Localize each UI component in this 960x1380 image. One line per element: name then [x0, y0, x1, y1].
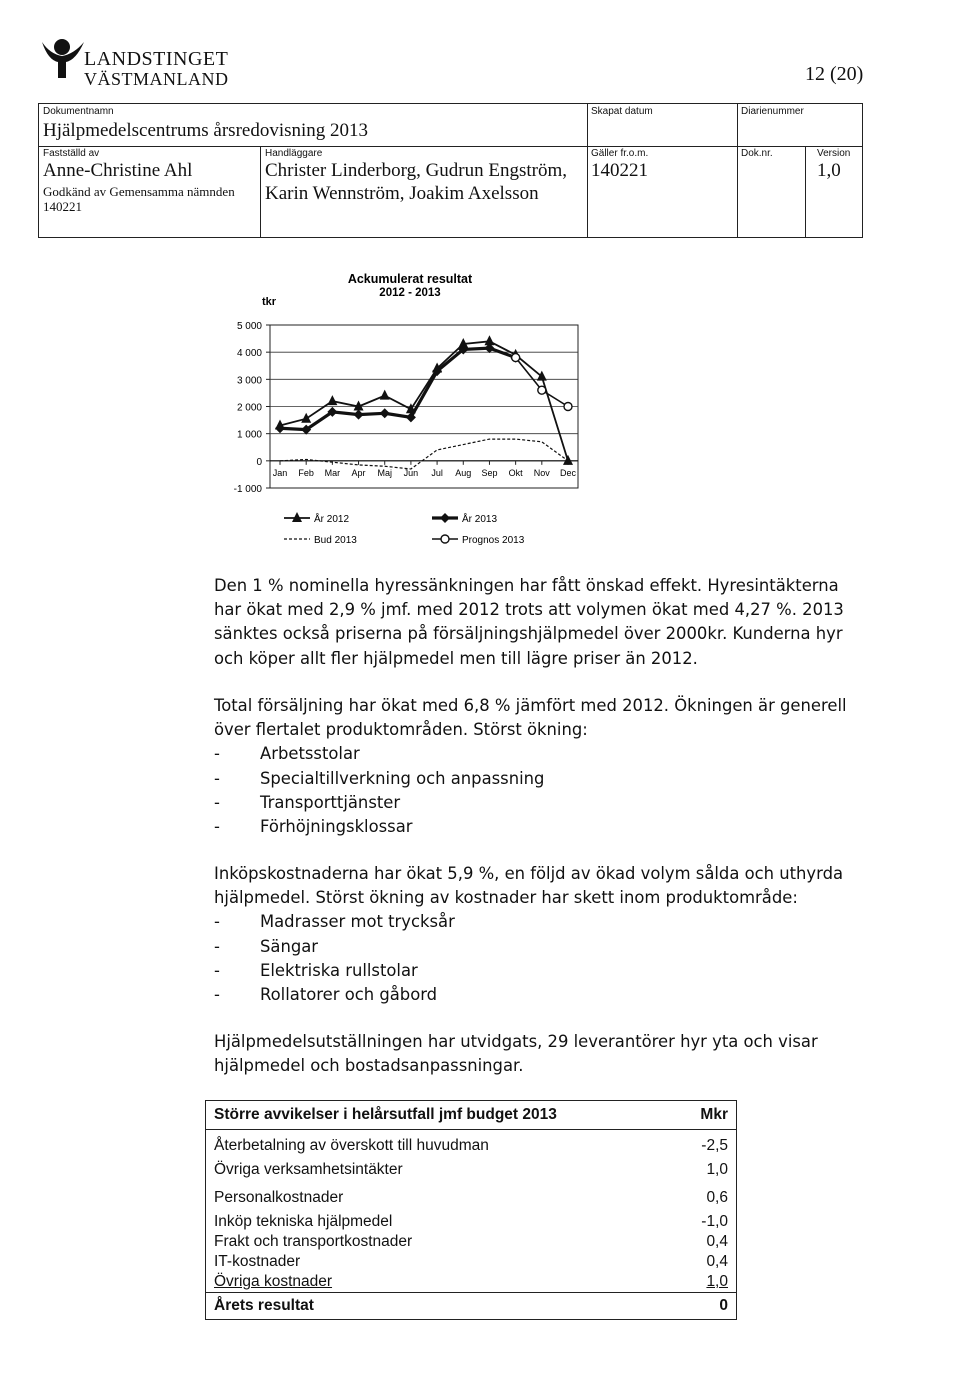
table-row	[206, 1184, 737, 1212]
faststallt-av-value: Anne-Christine Ahl	[43, 160, 193, 181]
list-item: - Madrasser mot trycksår	[214, 910, 854, 934]
header-divider	[737, 104, 738, 237]
y-tick-label: 4 000	[236, 348, 262, 360]
table-total-row	[206, 1293, 737, 1320]
accumulated-result-chart	[0, 255, 960, 555]
list-sales-increase	[214, 742, 854, 839]
paragraph-sales	[214, 694, 854, 839]
circle-marker	[512, 354, 520, 362]
paragraph-4: Hjälpmedelsutställningen har utvidgats, 29 leverantörer hyr yta och visar hjälpmedel och bostadsanpassningar.	[214, 1032, 818, 1076]
legend-label: År 2012	[314, 514, 350, 525]
label-faststallt-av: Fastställd av	[43, 148, 100, 159]
x-tick-label: Maj	[377, 467, 392, 478]
row-value: -1,0	[701, 1213, 728, 1230]
diamond-marker	[380, 408, 390, 418]
paragraph-2: Total försäljning har ökat med 6,8 % jämfört med 2012. Ökningen är generell över flertalet produktområden. Störst ökning:	[214, 696, 847, 740]
paragraph-exhibition	[214, 1030, 854, 1078]
list-item: - Arbetsstolar	[214, 742, 854, 766]
series--r-2012	[275, 335, 573, 465]
series-bud-2013	[280, 439, 568, 469]
table-title: Större avvikelser i helårsutfall jmf budget 2013	[206, 1101, 651, 1130]
y-tick-label: 1 000	[236, 429, 262, 441]
list-item: - Specialtillverkning och anpassning	[214, 767, 854, 791]
chart-title: Ackumulerat resultat	[347, 272, 473, 286]
legend-item	[284, 535, 357, 546]
x-tick-label: Nov	[533, 467, 550, 478]
label-dok-nr: Dok.nr.	[741, 148, 773, 159]
circle-marker	[564, 403, 572, 411]
deviations-table	[205, 1100, 737, 1320]
circle-marker	[441, 535, 449, 543]
y-tick-label: -1 000	[233, 484, 262, 495]
row-label: Övriga kostnader	[214, 1273, 333, 1290]
document-name: Hjälpmedelscentrums årsredovisning 2013	[43, 120, 369, 141]
triangle-marker	[327, 395, 337, 405]
table-row	[206, 1232, 737, 1252]
row-label: IT-kostnader	[214, 1253, 301, 1270]
y-tick-label: 0	[256, 456, 262, 468]
org-name-line2: VÄSTMANLAND	[84, 69, 229, 89]
legend-label: Prognos 2013	[462, 535, 525, 546]
x-tick-label: Okt	[508, 467, 523, 478]
list-item: - Förhöjningsklossar	[214, 815, 854, 839]
row-label: Personalkostnader	[214, 1189, 344, 1206]
godkand-datum: 140221	[43, 199, 82, 214]
row-label: Frakt och transportkostnader	[214, 1233, 413, 1250]
series-line	[280, 341, 568, 461]
label-skapat-datum: Skapat datum	[591, 106, 653, 117]
row-value: 0,4	[706, 1253, 728, 1270]
legend-label: Bud 2013	[314, 535, 357, 546]
series-line	[280, 348, 516, 430]
legend-item	[432, 512, 497, 525]
version-value: 1,0	[817, 160, 841, 181]
x-tick-label: Dec	[559, 467, 577, 478]
document-header-table	[38, 103, 863, 238]
row-value: 0,6	[706, 1189, 728, 1206]
triangle-marker	[292, 512, 302, 522]
paragraph-costs	[214, 862, 854, 1007]
legend-item	[284, 512, 349, 525]
godkand-av: Godkänd av Gemensamma nämnden	[43, 184, 235, 199]
x-tick-label: Jan	[272, 467, 288, 478]
landstinget-logo-icon	[40, 38, 88, 80]
header-divider	[805, 146, 806, 237]
table-row	[206, 1130, 737, 1157]
total-value: 0	[650, 1293, 737, 1320]
row-label: Inköp tekniska hjälpmedel	[214, 1213, 393, 1230]
x-tick-label: Jun	[403, 467, 419, 478]
header-divider	[39, 146, 587, 147]
total-label: Årets resultat	[206, 1293, 651, 1320]
list-item: - Rollatorer och gåbord	[214, 983, 854, 1007]
legend-label: År 2013	[462, 514, 498, 525]
paragraph-1: Den 1 % nominella hyressänkningen har fått önskad effekt. Hyresintäkterna har ökat med 2,9 % jmf. med 2012 trots att volymen ökat med 4,27 %. 2013 sänktes också priserna på försäljningshjälpmedel över 2000kr. Kunderna hyr och köper allt fler hjälpmedel men till lägre priser än 2012.	[214, 576, 844, 668]
page-number: 12 (20)	[805, 63, 864, 85]
table-unit: Mkr	[650, 1101, 737, 1130]
y-tick-label: 5 000	[236, 321, 262, 332]
triangle-marker	[380, 390, 390, 400]
header-divider	[587, 146, 862, 147]
galler-from-value: 140221	[591, 160, 648, 181]
triangle-marker	[563, 455, 573, 465]
row-label: Övriga verksamhetsintäkter	[214, 1161, 403, 1178]
y-tick-label: 3 000	[236, 375, 262, 387]
row-label: Återbetalning av överskott till huvudman	[214, 1137, 489, 1154]
diamond-marker	[440, 513, 450, 523]
series-line	[280, 439, 568, 469]
triangle-marker	[537, 371, 547, 381]
org-name-line1: LANDSTINGET	[84, 48, 229, 70]
table-row	[206, 1252, 737, 1272]
series--r-2013	[275, 343, 521, 435]
series-prognos-2013	[512, 354, 572, 411]
x-tick-label: Aug	[455, 467, 472, 478]
x-tick-label: Mar	[324, 467, 341, 478]
diamond-marker	[354, 410, 364, 420]
header-divider	[260, 146, 261, 237]
list-item: - Elektriska rullstolar	[214, 959, 854, 983]
x-tick-label: Sep	[481, 467, 498, 478]
label-dokumentnamn: Dokumentnamn	[43, 106, 114, 117]
label-version: Version	[817, 148, 851, 159]
table-row	[206, 1212, 737, 1232]
row-value: 0,4	[706, 1233, 728, 1250]
chart-svg	[0, 255, 960, 555]
row-value: -2,5	[701, 1137, 728, 1154]
paragraph-3: Inköpskostnaderna har ökat 5,9 %, en följd av ökad volym sålda och uthyrda hjälpmedel. Störst ökning av kostnader har skett inom produktområde:	[214, 864, 844, 908]
circle-marker	[538, 386, 546, 394]
handlaggare-line1: Christer Linderborg, Gudrun Engström,	[265, 160, 568, 181]
header-divider	[587, 104, 588, 237]
label-handlaggare: Handläggare	[265, 148, 323, 159]
x-tick-label: Apr	[351, 467, 366, 478]
row-value: 1,0	[706, 1161, 728, 1178]
x-tick-label: Jul	[431, 467, 443, 478]
handlaggare-line2: Karin Wennström, Joakim Axelsson	[265, 183, 539, 204]
series-line	[516, 358, 568, 407]
y-tick-label: 2 000	[236, 402, 262, 414]
label-galler-from: Gäller fr.o.m.	[591, 148, 649, 159]
label-diarienummer: Diarienummer	[741, 106, 804, 117]
table-row	[206, 1156, 737, 1184]
chart-subtitle: 2012 - 2013	[379, 287, 441, 299]
row-value: 1,0	[706, 1273, 728, 1290]
list-item: - Transporttjänster	[214, 791, 854, 815]
list-cost-increase	[214, 910, 854, 1007]
list-item: - Sängar	[214, 935, 854, 959]
x-tick-label: Feb	[298, 467, 314, 478]
table-row	[206, 1272, 737, 1293]
chart-ylabel: tkr	[262, 296, 277, 308]
table-header-row	[206, 1101, 737, 1130]
legend-item	[432, 535, 525, 546]
triangle-marker	[301, 413, 311, 423]
paragraph-rent	[214, 574, 854, 671]
